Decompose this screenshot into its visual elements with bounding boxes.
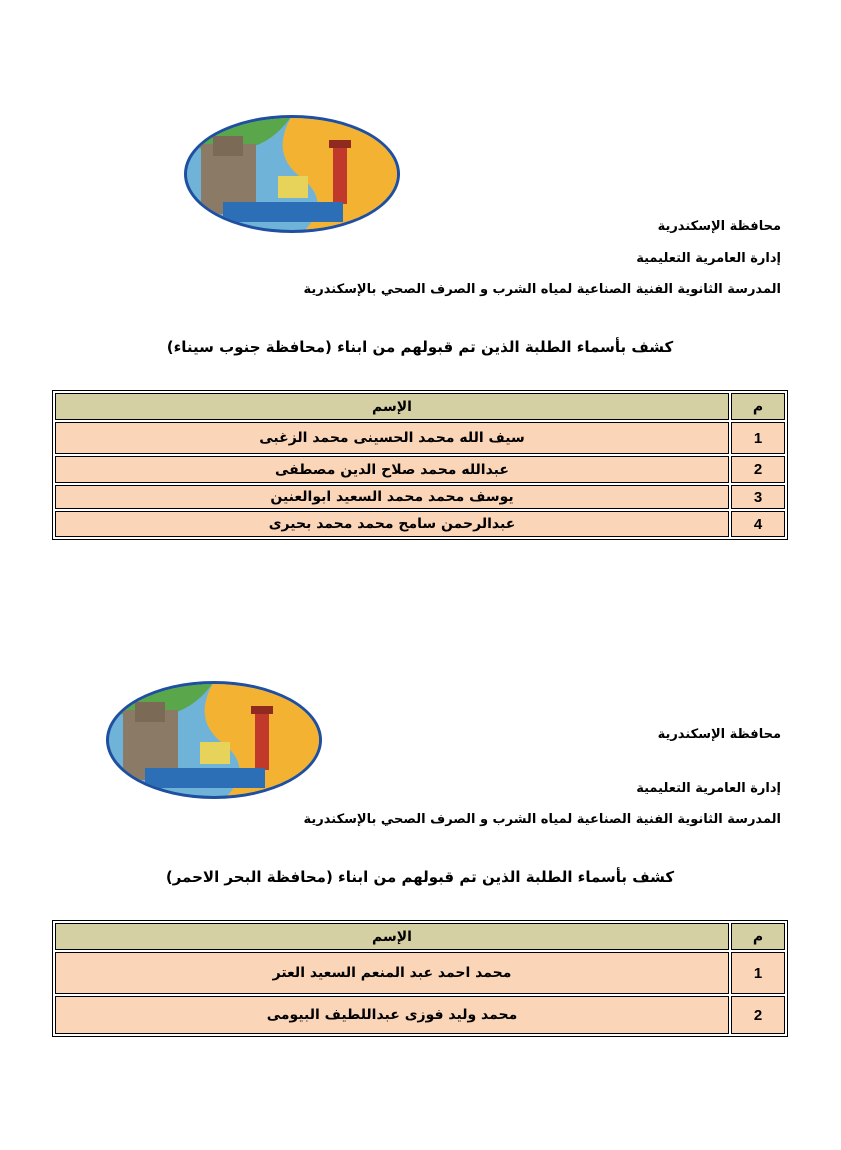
table-row xyxy=(55,511,785,537)
governorate-label: محافظة الإسكندرية xyxy=(657,219,781,234)
table-row xyxy=(55,422,785,454)
row-number: 1 xyxy=(731,952,785,994)
table-row xyxy=(55,456,785,483)
student-name: عبدالرحمن سامح محمد محمد بحيرى xyxy=(55,511,729,537)
school-name-label: المدرسة الثانوية الفنية الصناعية لمياه الشرب و الصرف الصحي بالإسكندرية xyxy=(303,282,781,297)
row-number: 4 xyxy=(731,511,785,537)
student-name: محمد وليد فوزى عبداللطيف البيومى xyxy=(55,996,729,1034)
student-name: سيف الله محمد الحسينى محمد الزغبى xyxy=(55,422,729,454)
table-header-row xyxy=(55,923,785,950)
student-name: محمد احمد عبد المنعم السعيد العتر xyxy=(55,952,729,994)
administration-label: إدارة العامرية التعليمية xyxy=(636,781,781,796)
column-header-name: الإسم xyxy=(55,393,729,420)
row-number: 2 xyxy=(731,456,785,483)
table-row xyxy=(55,952,785,994)
students-table xyxy=(52,390,788,540)
column-header-number: م xyxy=(731,393,785,420)
column-header-name: الإسم xyxy=(55,923,729,950)
school-logo xyxy=(183,114,401,234)
table-header-row xyxy=(55,393,785,420)
table-row xyxy=(55,485,785,509)
governorate-label: محافظة الإسكندرية xyxy=(657,727,781,742)
section-title: كشف بأسماء الطلبة الذين تم قبولهم من ابناء (محافظة البحر الاحمر) xyxy=(165,868,675,886)
row-number: 1 xyxy=(731,422,785,454)
school-name-label: المدرسة الثانوية الفنية الصناعية لمياه الشرب و الصرف الصحي بالإسكندرية xyxy=(303,812,781,827)
section-title: كشف بأسماء الطلبة الذين تم قبولهم من ابناء (محافظة جنوب سيناء) xyxy=(166,338,674,356)
table-row xyxy=(55,996,785,1034)
student-name: عبدالله محمد صلاح الدين مصطفى xyxy=(55,456,729,483)
student-name: يوسف محمد محمد السعيد ابوالعنين xyxy=(55,485,729,509)
school-emblem-icon xyxy=(183,114,401,234)
row-number: 3 xyxy=(731,485,785,509)
row-number: 2 xyxy=(731,996,785,1034)
administration-label: إدارة العامرية التعليمية xyxy=(636,251,781,266)
column-header-number: م xyxy=(731,923,785,950)
students-table xyxy=(52,920,788,1037)
